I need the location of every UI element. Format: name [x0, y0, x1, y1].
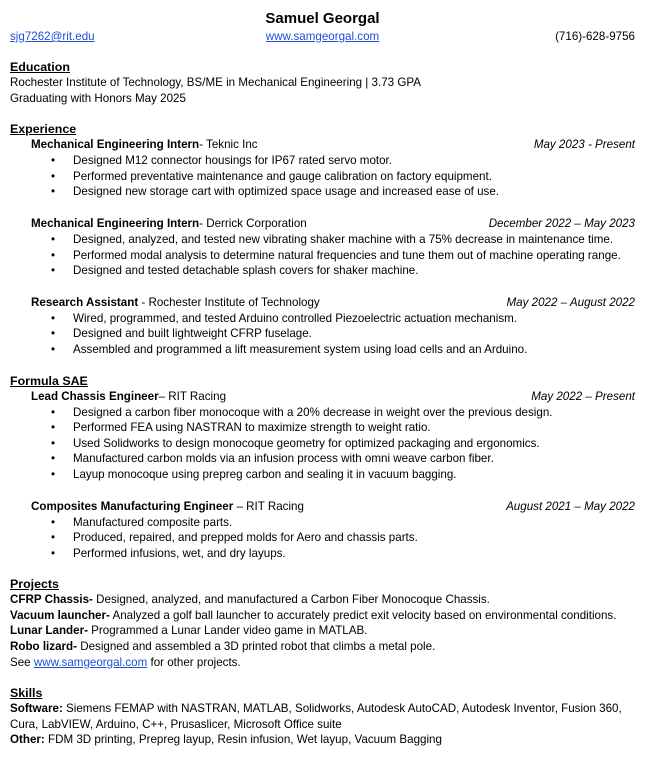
job-teknic — [31, 137, 635, 200]
job-date: December 2022 – May 2023 — [488, 216, 635, 230]
skills-software-text: Siemens FEMAP with NASTRAN, MATLAB, Solidworks, Autodesk AutoCAD, Autodesk Inventor, Fusion 360, — [62, 702, 622, 716]
phone-number: (716)-628-9756 — [555, 30, 635, 43]
bullet-item: • Designed a carbon fiber monocoque with a 20% decrease in weight over the previous design. — [31, 405, 635, 421]
project-item — [10, 608, 635, 624]
job-org: - Rochester Institute of Technology — [138, 295, 320, 309]
project-desc: Analyzed a golf ball launcher to accurately predict exit velocity based on environmental conditions. — [109, 608, 617, 622]
job-title: Lead Chassis Engineer — [31, 389, 159, 403]
education-heading: Education — [10, 60, 70, 74]
job-org: – RIT Racing — [233, 499, 304, 513]
website-link[interactable]: www.samgeorgal.com — [265, 30, 380, 43]
skills-software-label: Software: — [10, 702, 63, 716]
bullet-item: • Manufactured carbon molds via an infusion process with omni weave carbon fiber. — [31, 451, 635, 467]
bullet-item: • Used Solidworks to design monocoque geometry for optimized packaging and ergonomics. — [31, 436, 635, 452]
project-name: Vacuum launcher- — [10, 608, 110, 622]
project-name: CFRP Chassis- — [10, 593, 93, 607]
bullet-item: • Designed new storage cart with optimized space usage and increased ease of use. — [31, 184, 635, 200]
projects-website-link[interactable]: www.samgeorgal.com — [33, 655, 148, 669]
email-link[interactable]: sjg7262@rit.edu — [10, 30, 95, 43]
job-lead-chassis — [31, 389, 635, 483]
see-suffix: for other projects. — [147, 655, 241, 669]
resume-page — [10, 10, 635, 748]
project-item — [10, 592, 635, 608]
job-bullets — [31, 232, 635, 279]
project-item — [10, 639, 635, 655]
education-honors: Graduating with Honors May 2025 — [10, 91, 186, 105]
job-bullets — [31, 405, 635, 483]
job-org: - Teknic Inc — [199, 138, 258, 152]
skills-other — [10, 732, 635, 748]
project-desc: Designed and assembled a 3D printed robot that climbs a metal pole. — [76, 640, 436, 654]
job-title: Research Assistant — [31, 295, 139, 309]
job-header — [31, 499, 635, 515]
bullet-item: • Designed, analyzed, and tested new vibrating shaker machine with a 75% decrease in maintenance time. — [31, 232, 635, 248]
bullet-item: • Performed modal analysis to determine natural frequencies and tune them out of machine operating range. — [31, 248, 635, 264]
resume-name: Samuel Georgal — [265, 10, 380, 27]
job-composites — [31, 499, 635, 562]
job-header — [31, 137, 635, 153]
job-title: Composites Manufacturing Engineer — [31, 499, 234, 513]
bullet-item: • Designed and tested detachable splash covers for shaker machine. — [31, 263, 635, 279]
job-header — [31, 389, 635, 405]
job-title: Mechanical Engineering Intern — [31, 138, 200, 152]
job-date: May 2022 – Present — [531, 389, 635, 403]
project-name: Robo lizard- — [10, 640, 77, 654]
formula-heading: Formula SAE — [10, 373, 88, 388]
skills-heading: Skills — [10, 686, 43, 701]
bullet-item: • Designed and built lightweight CFRP fuselage. — [31, 326, 635, 342]
job-org: – RIT Racing — [158, 389, 227, 403]
bullet-item: • Performed FEA using NASTRAN to maximize strength to weight ratio. — [31, 420, 635, 436]
projects-see-more — [10, 655, 635, 671]
bullet-item: • Performed preventative maintenance and gauge calibration on factory equipment. — [31, 169, 635, 185]
project-desc: Designed, analyzed, and manufactured a Carbon Fiber Monocoque Chassis. — [92, 593, 490, 607]
job-bullets — [31, 153, 635, 200]
job-research — [31, 295, 635, 358]
projects-heading: Projects — [10, 577, 59, 592]
job-date: May 2023 - Present — [533, 138, 635, 152]
skills-software — [10, 701, 635, 717]
job-header — [31, 295, 635, 311]
experience-heading: Experience — [10, 122, 77, 137]
job-date: August 2021 – May 2022 — [506, 499, 635, 513]
education-school: Rochester Institute of Technology, BS/ME in Mechanical Engineering | 3.73 GPA — [10, 76, 421, 89]
skills-other-text: FDM 3D printing, Prepreg layup, Resin infusion, Wet layup, Vacuum Bagging — [44, 733, 442, 747]
website-wrap — [10, 29, 635, 45]
bullet-item: • Designed M12 connector housings for IP67 rated servo motor. — [31, 153, 635, 169]
see-prefix: See — [10, 655, 34, 669]
bullet-item: • Assembled and programmed a lift measurement system using load cells and an Arduino. — [31, 342, 635, 358]
bullet-item: • Produced, repaired, and prepped molds for Aero and chassis parts. — [31, 530, 635, 546]
job-header — [31, 216, 635, 232]
project-name: Lunar Lander- — [10, 624, 88, 638]
bullet-item: • Wired, programmed, and tested Arduino controlled Piezoelectric actuation mechanism. — [31, 311, 635, 327]
project-item — [10, 623, 635, 639]
skills-software-cont: Cura, LabVIEW, Arduino, C++, Prusaslicer, Microsoft Office suite — [10, 717, 342, 731]
job-date: May 2022 – August 2022 — [506, 295, 635, 309]
job-title: Mechanical Engineering Intern — [31, 216, 200, 230]
bullet-item: • Layup monocoque using prepreg carbon and sealing it in vacuum bagging. — [31, 467, 635, 483]
bullet-item: • Manufactured composite parts. — [31, 515, 635, 531]
job-org: - Derrick Corporation — [199, 216, 307, 230]
job-bullets — [31, 515, 635, 562]
job-derrick — [31, 216, 635, 279]
contact-row — [10, 29, 635, 45]
project-desc: Programmed a Lunar Lander video game in MATLAB. — [87, 624, 368, 638]
skills-other-label: Other: — [10, 733, 45, 747]
bullet-item: • Performed infusions, wet, and dry layups. — [31, 546, 635, 562]
job-bullets — [31, 311, 635, 358]
